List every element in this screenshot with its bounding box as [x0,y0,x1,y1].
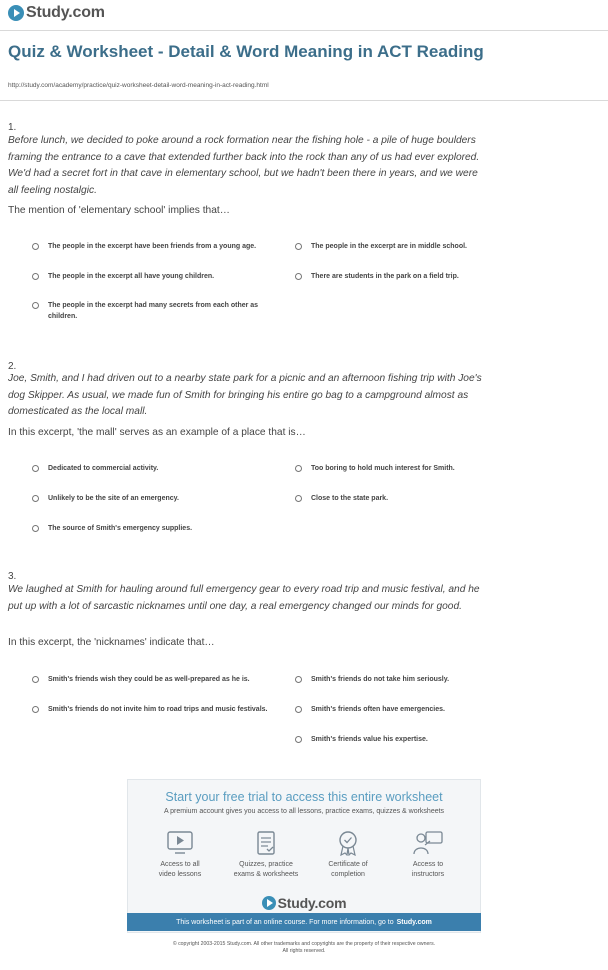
answer-option-label: Unlikely to be the site of an emergency. [48,495,179,502]
answer-option-label: Smith's friends do not take him seriously. [311,676,450,683]
question-number: 2. [8,361,17,372]
feature-video-lessons [136,830,224,880]
feature-label: completion [331,871,365,878]
logo-text: Study.com [277,895,347,911]
answer-option[interactable] [295,734,535,745]
promo-subtitle: A premium account gives you access to all lessons, practice exams, quizzes & worksheets [163,808,445,815]
play-icon [8,5,24,21]
answer-option[interactable] [32,271,272,282]
question-number: 3. [8,571,17,582]
answer-option-label: The people in the excerpt had many secrets from each other as children. [48,302,259,320]
answer-option-label: The people in the excerpt all have young children. [48,273,215,280]
feature-instructors [384,830,472,880]
quizzes-icon [252,830,280,856]
radio-button[interactable] [32,706,39,713]
course-info-bar [127,913,481,931]
question-number: 1. [8,122,17,133]
answer-option[interactable] [32,493,272,504]
radio-button[interactable] [295,495,302,502]
feature-label: Certificate of [328,861,368,868]
answer-option[interactable] [32,674,272,685]
logo-text: Study.com [26,4,105,21]
answer-option-label: Dedicated to commercial activity. [48,465,159,472]
answer-option-label: There are students in the park on a field trip. [311,273,459,280]
answer-option[interactable] [295,271,535,282]
video-lessons-icon [166,830,194,856]
feature-label: Access to all [160,861,200,868]
radio-button[interactable] [295,706,302,713]
title-divider [0,100,608,101]
answer-option[interactable] [295,704,535,715]
feature-quizzes [222,830,310,880]
answer-option-label: Smith's friends value his expertise. [311,736,428,743]
radio-button[interactable] [32,273,39,280]
radio-button[interactable] [295,465,302,472]
site-header [0,0,608,30]
promo-logo[interactable] [128,895,480,911]
certificate-icon [334,830,362,856]
radio-button[interactable] [295,273,302,280]
radio-button[interactable] [295,243,302,250]
feature-label: Access to [412,861,444,868]
answer-option-label: Close to the state park. [311,495,389,502]
question-prompt: In this excerpt, the 'nicknames' indicate that… [8,637,215,648]
study-logo[interactable] [8,4,105,22]
radio-button[interactable] [295,676,302,683]
question-prompt: In this excerpt, 'the mall' serves as an example of a place that is… [8,427,306,438]
copyright [0,941,608,955]
answer-option[interactable] [295,674,535,685]
feature-label: instructors [411,871,445,878]
answer-option-label: The source of Smith's emergency supplies. [48,525,193,532]
radio-button[interactable] [32,676,39,683]
question-passage: Joe, Smith, and I had driven out to a nearby state park for a picnic and an afternoon fishing trip with Joe's dog Skipper. As usual, we made fun of Smith for bringing his entire go bag to a campground almost as domesticated as the local mall. [8,373,482,417]
radio-button[interactable] [32,465,39,472]
answer-option[interactable] [295,241,535,252]
radio-button[interactable] [32,525,39,532]
instructors-icon [412,830,444,856]
play-icon [262,896,276,910]
answer-option-label: Smith's friends do not invite him to road trips and music festivals. [48,706,268,713]
answer-option-label: The people in the excerpt are in middle school. [311,243,467,250]
question-passage: Before lunch, we decided to poke around a rock formation near the fishing hole - a pile of huge boulders framing the entrance to a cave that extended further back into the rock than any of us had ever explored. We'd had a secret fort in that cave in elementary school, but we hadn't been there in years, and we were all feeling nostalgic. [8,135,480,196]
answer-option[interactable] [32,241,272,252]
answer-option[interactable] [32,463,272,474]
radio-button[interactable] [32,495,39,502]
answer-option-label: Smith's friends often have emergencies. [311,706,445,713]
feature-label: video lessons [158,871,202,878]
feature-label: Quizzes, practice [239,861,293,868]
radio-button[interactable] [32,302,39,309]
answer-option-label: Too boring to hold much interest for Smith. [311,465,455,472]
page-url: http://study.com/academy/practice/quiz-worksheet-detail-word-meaning-in-act-reading.html [8,82,269,89]
question-passage: We laughed at Smith for hauling around full emergency gear to every road trip and music festival, and he put up with a lot of sarcastic nicknames until one day, a real emergency changed our minds for good. [8,584,480,612]
answer-option[interactable] [32,300,272,322]
copyright-line: © copyright 2003-2015 Study.com. All other trademarks and copyrights are the property of their respective owners. [172,941,436,947]
header-divider [0,30,608,31]
feature-label: exams & worksheets [233,871,299,878]
answer-option[interactable] [32,523,272,534]
question-prompt: The mention of 'elementary school' implies that… [8,205,230,216]
promo-title[interactable]: Start your free trial to access this entire worksheet [165,790,443,804]
answer-option[interactable] [295,463,535,474]
premium-promo [127,779,481,933]
page-title: Quiz & Worksheet - Detail & Word Meaning in ACT Reading [8,42,484,61]
radio-button[interactable] [295,736,302,743]
copyright-line: All rights reserved. [282,948,326,954]
feature-certificate [304,830,392,880]
study-link[interactable]: Study.com [396,918,432,926]
answer-option[interactable] [32,704,272,715]
answer-option[interactable] [295,493,535,504]
answer-option-label: Smith's friends wish they could be as well-prepared as he is. [48,676,250,683]
radio-button[interactable] [32,243,39,250]
answer-option-label: The people in the excerpt have been friends from a young age. [48,243,257,250]
course-info-text: This worksheet is part of an online course. For more information, go to [176,918,394,926]
